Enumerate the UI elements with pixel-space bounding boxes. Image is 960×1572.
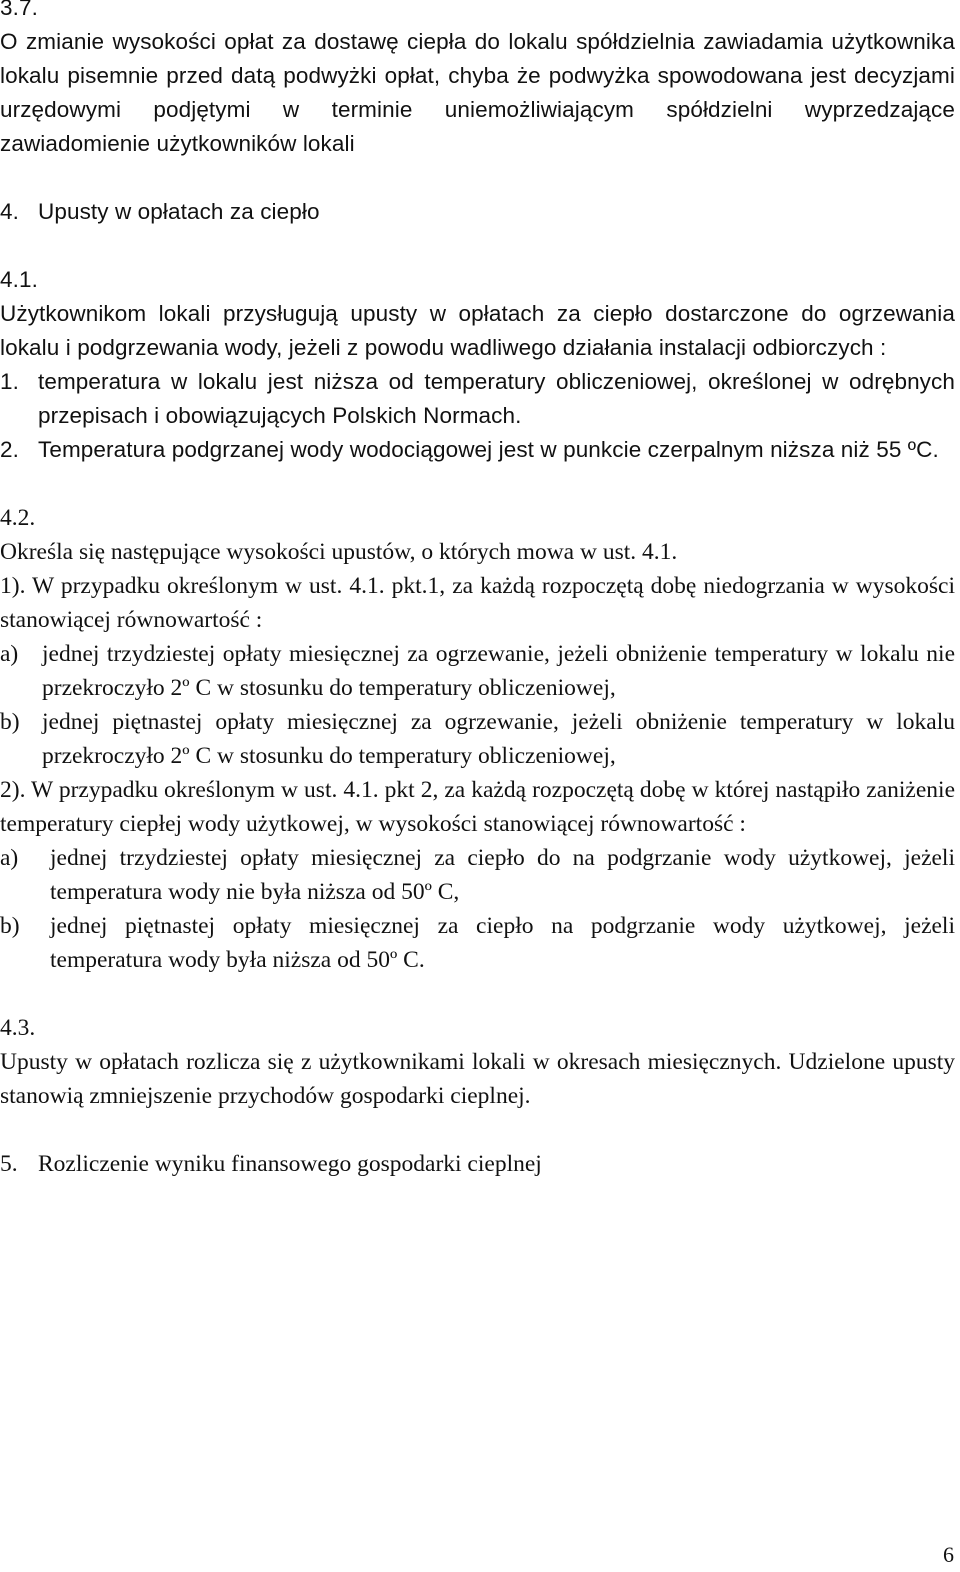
section-number: 3.7. <box>0 0 38 20</box>
section-number: 4.3. <box>0 1015 36 1041</box>
section-4-1 <box>0 263 955 467</box>
list-item <box>0 841 955 909</box>
list-item-text: jednej piętnastej opłaty miesięcznej za ogrzewanie, jeżeli obniżenie temperatury w lokalu przekroczyło 2º C w stosunku do temperatury obliczeniowej, <box>42 709 955 769</box>
list-item-label: 1. <box>0 369 19 394</box>
list-item <box>0 365 955 433</box>
section-4-2 <box>0 501 955 977</box>
paragraph-text: O zmianie wysokości opłat za dostawę ciepła do lokalu spółdzielnia zawiadamia użytkownika lokalu pisemnie przed datą podwyżki opłat, chyba że podwyżka spowodowana jest decyzjami urzędowymi podjętymi w terminie uniemożliwiającym spółdzielni wyprzedzające zawiadomienie użytkowników lokali <box>0 29 955 156</box>
spacer <box>0 1113 955 1147</box>
list-item-label: 2. <box>0 437 19 462</box>
list-item <box>0 909 955 977</box>
list-item <box>0 433 955 467</box>
paragraph-point-1: 1). W przypadku określonym w ust. 4.1. pkt.1, za każdą rozpoczętą dobę niedogrzania w wysokości stanowiącej równowartość : <box>0 573 955 633</box>
heading-number: 4. <box>0 199 19 224</box>
list-item-text: jednej trzydziestej opłaty miesięcznej za ogrzewanie, jeżeli obniżenie temperatury w lokalu nie przekroczyło 2º C w stosunku do temperatury obliczeniowej, <box>42 641 955 701</box>
list-item-label: a) <box>0 845 19 871</box>
spacer <box>0 161 955 195</box>
list-item-text: temperatura w lokalu jest niższa od temperatury obliczeniowej, określonej w odrębnych przepisach i obowiązujących Polskich Normach. <box>38 369 955 428</box>
section-3-7 <box>0 0 955 161</box>
list-item-text: Temperatura podgrzanej wody wodociągowej jest w punkcie czerpalnym niższa niż 55 ºC. <box>38 437 939 462</box>
section-4-3 <box>0 1011 955 1113</box>
list-item-text: jednej trzydziestej opłaty miesięcznej za ciepło do na podgrzanie wody użytkowej, jeżeli temperatura wody nie była niższa od 50º C, <box>50 845 955 905</box>
paragraph-intro: Określa się następujące wysokości upustów, o których mowa w ust. 4.1. <box>0 539 678 565</box>
heading-title: Upusty w opłatach za ciepło <box>38 199 320 224</box>
section-4-heading <box>0 195 955 229</box>
heading-number: 5. <box>0 1151 18 1177</box>
list-item-label: b) <box>0 709 20 735</box>
paragraph-point-2: 2). W przypadku określonym w ust. 4.1. pkt 2, za każdą rozpoczętą dobę w której nastąpiło zaniżenie temperatury ciepłej wody użytkowej, w wysokości stanowiącej równowartość : <box>0 777 955 837</box>
paragraph-text: Upusty w opłatach rozlicza się z użytkownikami lokali w okresach miesięcznych. Udzielone upusty stanowią zmniejszenie przychodów gospodarki cieplnej. <box>0 1049 955 1109</box>
spacer <box>0 229 955 263</box>
list-item-text: jednej piętnastej opłaty miesięcznej za ciepło na podgrzanie wody użytkowej, jeżeli temperatura wody była niższa od 50º C. <box>50 913 955 973</box>
heading-title: Rozliczenie wyniku finansowego gospodarki cieplnej <box>38 1151 542 1177</box>
spacer <box>0 467 955 501</box>
spacer <box>0 977 955 1011</box>
section-number: 4.2. <box>0 505 36 531</box>
section-number: 4.1. <box>0 267 38 292</box>
list-item <box>0 705 955 773</box>
paragraph-text: Użytkownikom lokali przysługują upusty w opłatach za ciepło dostarczone do ogrzewania lokalu i podgrzewania wody, jeżeli z powodu wadliwego działania instalacji odbiorczych : <box>0 301 955 360</box>
list-item <box>0 637 955 705</box>
list-item-label: a) <box>0 641 19 667</box>
page-number: 6 <box>943 1542 954 1567</box>
list-item-label: b) <box>0 913 20 939</box>
section-5-heading <box>0 1147 955 1181</box>
